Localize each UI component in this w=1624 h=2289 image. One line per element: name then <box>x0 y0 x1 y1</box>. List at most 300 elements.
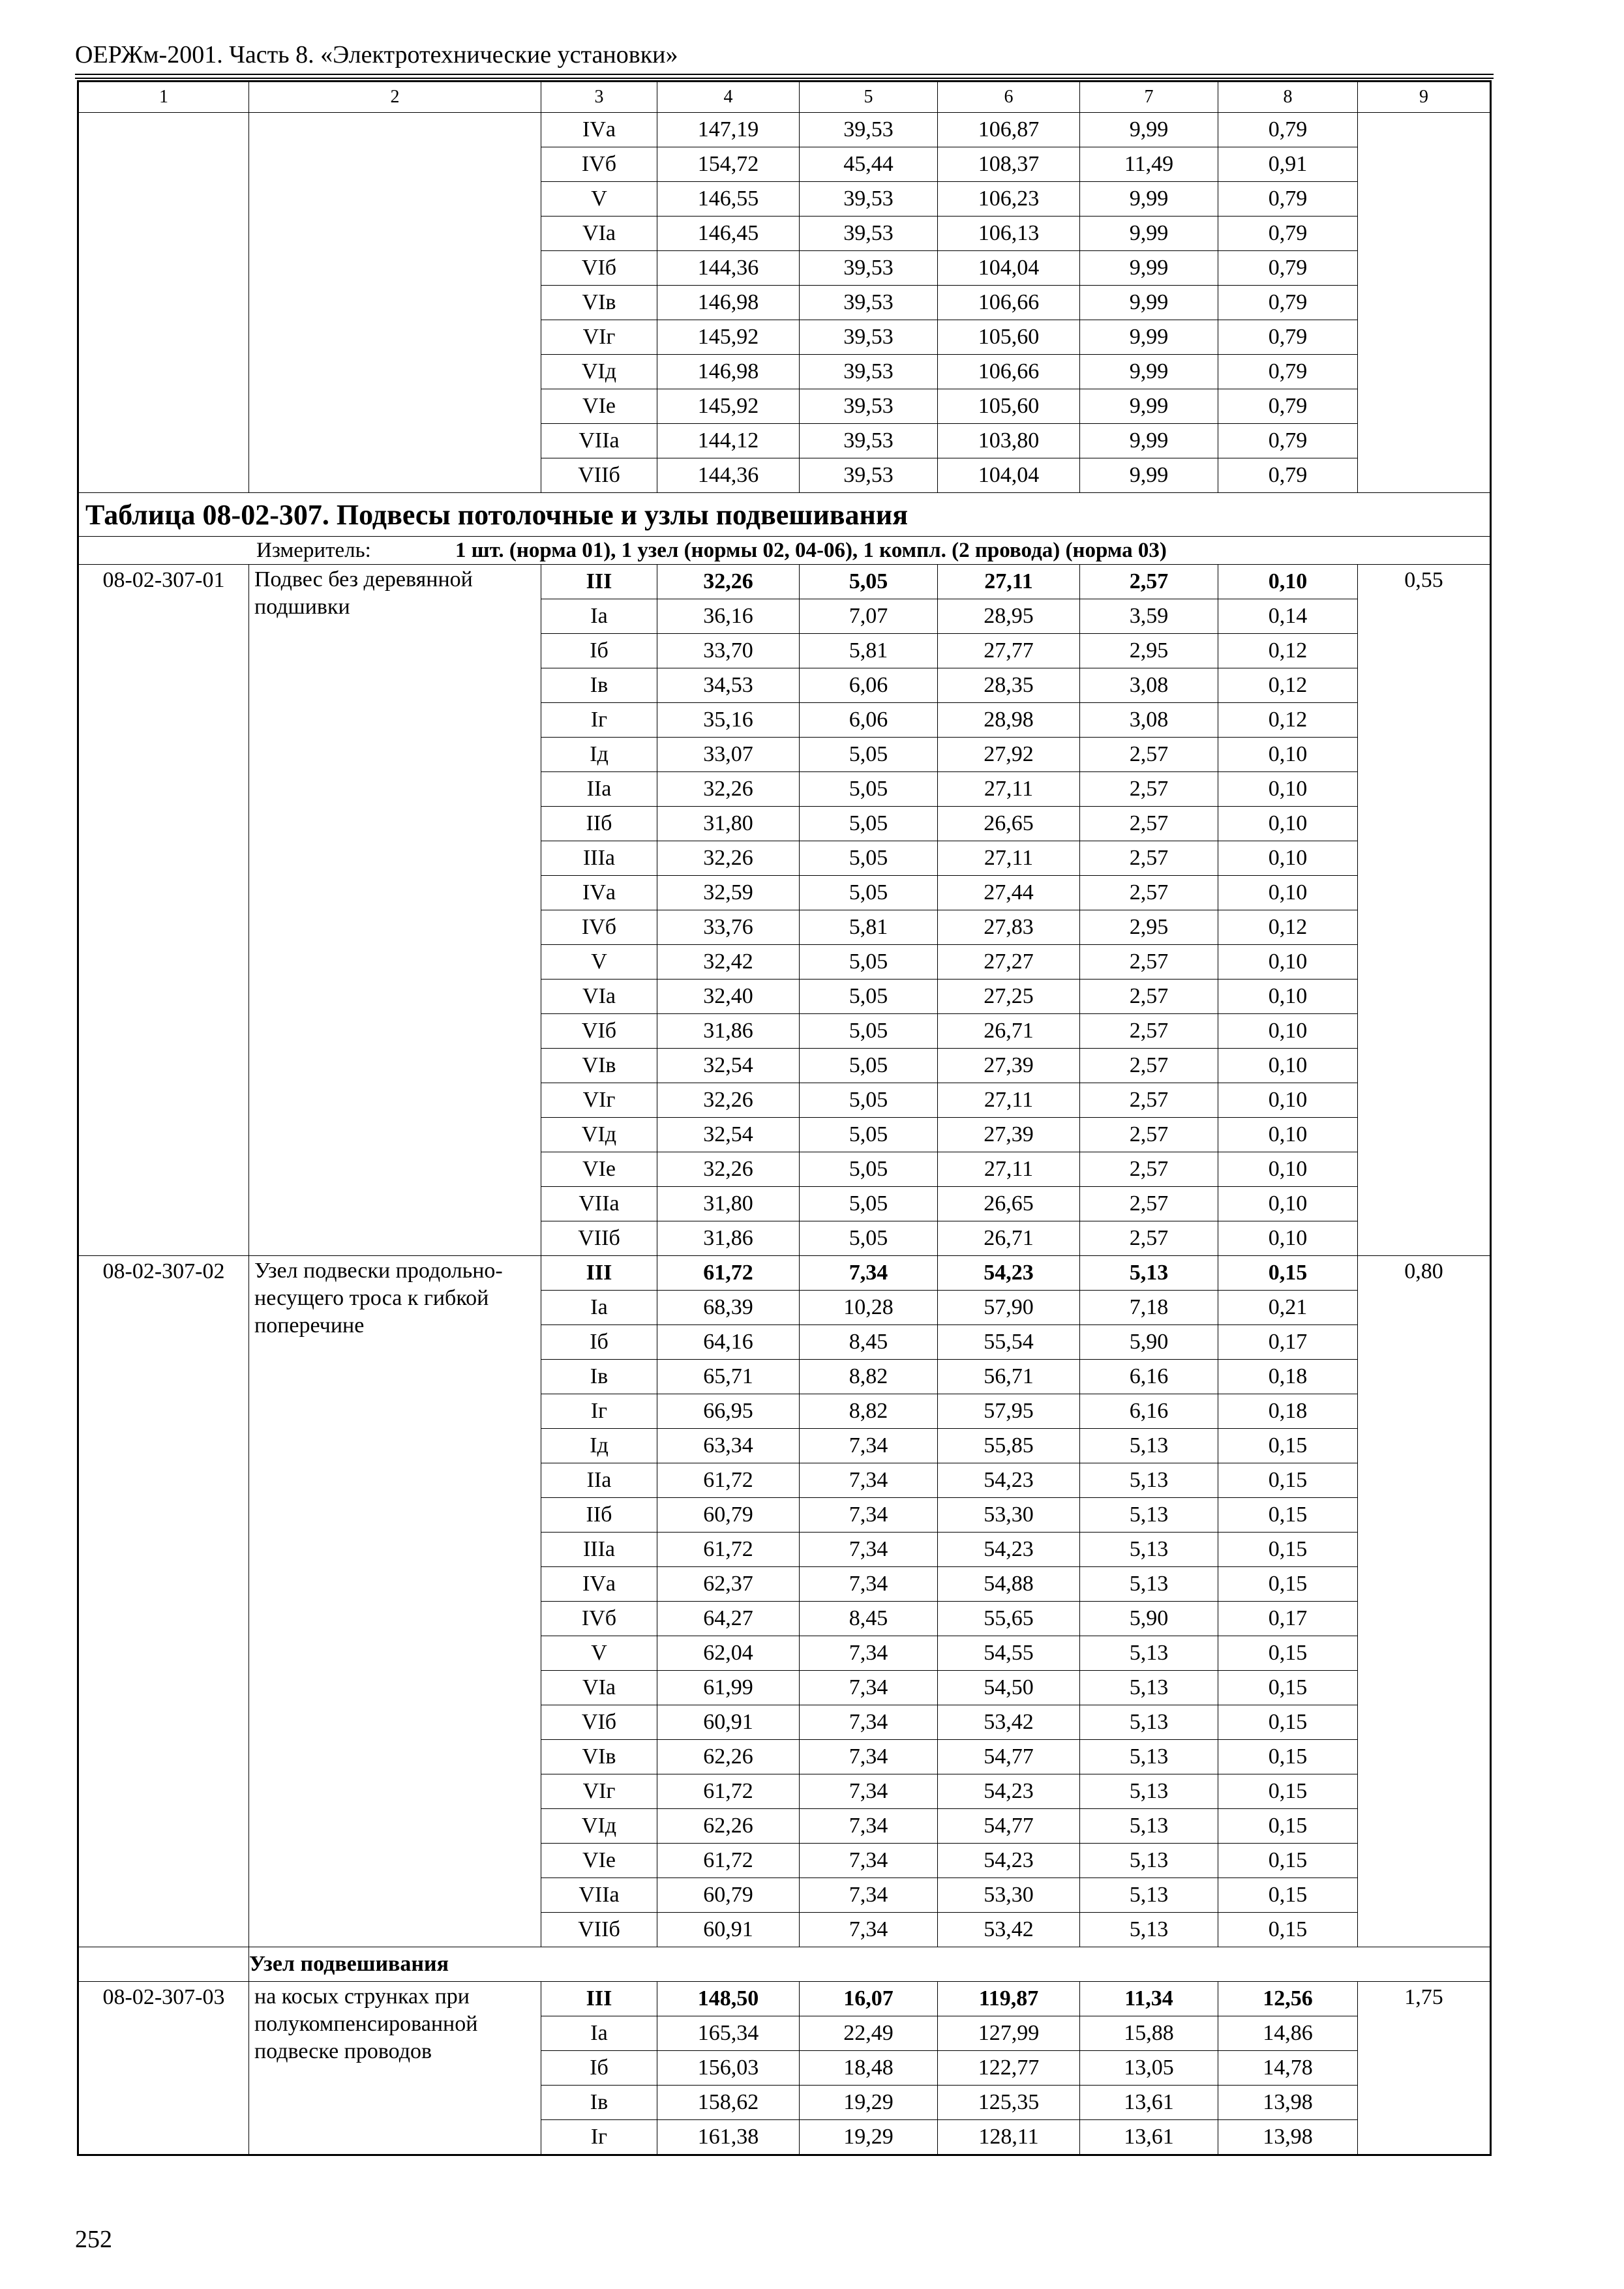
data-cell: Iв <box>541 1360 657 1394</box>
data-cell: 146,45 <box>657 217 800 251</box>
data-cell: 6,16 <box>1080 1360 1218 1394</box>
data-cell: 5,13 <box>1080 1844 1218 1878</box>
data-cell: 27,83 <box>938 910 1080 945</box>
data-cell: 61,99 <box>657 1671 800 1705</box>
data-cell: 5,13 <box>1080 1567 1218 1602</box>
data-cell: 53,42 <box>938 1705 1080 1740</box>
data-cell: IIа <box>541 772 657 807</box>
data-cell: 158,62 <box>657 2086 800 2120</box>
data-cell: 5,05 <box>800 980 938 1014</box>
data-cell: 146,55 <box>657 182 800 217</box>
data-cell: 105,60 <box>938 320 1080 355</box>
data-cell: 0,10 <box>1218 1118 1358 1152</box>
data-cell: 5,13 <box>1080 1809 1218 1844</box>
data-cell: Iб <box>541 634 657 668</box>
data-cell: 63,34 <box>657 1429 800 1463</box>
subheading-blank <box>78 1947 249 1982</box>
meter-row <box>78 537 1491 565</box>
data-cell: 144,12 <box>657 424 800 458</box>
norm-coef: 1,75 <box>1358 1982 1491 2155</box>
table-title: Таблица 08-02-307. Подвесы потолочные и узлы подвешивания <box>78 493 1491 537</box>
data-cell: 2,57 <box>1080 1118 1218 1152</box>
column-number: 1 <box>78 82 249 113</box>
data-cell: VIIб <box>541 458 657 493</box>
data-cell: 53,30 <box>938 1498 1080 1533</box>
data-cell: 5,90 <box>1080 1325 1218 1360</box>
data-cell: 106,13 <box>938 217 1080 251</box>
data-cell: 0,10 <box>1218 1014 1358 1049</box>
data-cell: 16,07 <box>800 1982 938 2016</box>
data-cell: 5,13 <box>1080 1705 1218 1740</box>
data-cell: 165,34 <box>657 2016 800 2051</box>
data-cell: 54,23 <box>938 1463 1080 1498</box>
data-cell: 0,21 <box>1218 1291 1358 1325</box>
data-cell: 106,66 <box>938 355 1080 389</box>
norm-name: Узел подвески продольно-несущего троса к гибкой поперечине <box>249 1256 541 1947</box>
data-cell: 27,39 <box>938 1118 1080 1152</box>
data-cell: 0,15 <box>1218 1809 1358 1844</box>
data-cell: 0,79 <box>1218 424 1358 458</box>
data-cell: VIа <box>541 217 657 251</box>
data-cell: 13,61 <box>1080 2120 1218 2155</box>
data-cell: 13,98 <box>1218 2120 1358 2155</box>
data-cell: 32,42 <box>657 945 800 980</box>
data-cell: 19,29 <box>800 2120 938 2155</box>
data-cell: 0,15 <box>1218 1498 1358 1533</box>
data-cell: 5,81 <box>800 910 938 945</box>
data-cell: 39,53 <box>800 251 938 286</box>
data-cell: 0,10 <box>1218 807 1358 841</box>
data-cell: 106,66 <box>938 286 1080 320</box>
data-cell: 5,05 <box>800 1187 938 1221</box>
data-cell: IIIа <box>541 841 657 876</box>
data-cell: 0,15 <box>1218 1533 1358 1567</box>
data-cell: 0,15 <box>1218 1913 1358 1947</box>
data-cell: 2,57 <box>1080 1014 1218 1049</box>
data-cell: 9,99 <box>1080 113 1218 147</box>
data-cell: 5,13 <box>1080 1498 1218 1533</box>
data-cell: Iг <box>541 703 657 738</box>
data-cell: 32,54 <box>657 1118 800 1152</box>
data-cell: 5,05 <box>800 945 938 980</box>
data-cell: 7,34 <box>800 1636 938 1671</box>
data-cell: 144,36 <box>657 251 800 286</box>
meter-value: 1 шт. (норма 01), 1 узел (нормы 02, 04-06), 1 компл. (2 провода) (норма 03) <box>455 538 1167 562</box>
data-cell: 54,50 <box>938 1671 1080 1705</box>
data-cell: 5,05 <box>800 1049 938 1083</box>
data-cell: 62,26 <box>657 1809 800 1844</box>
data-cell: 45,44 <box>800 147 938 182</box>
data-cell: 5,13 <box>1080 1533 1218 1567</box>
data-cell: 0,15 <box>1218 1740 1358 1774</box>
norm-code: 08-02-307-01 <box>78 565 249 1256</box>
data-cell: 62,26 <box>657 1740 800 1774</box>
data-cell: 64,27 <box>657 1602 800 1636</box>
data-cell: 0,79 <box>1218 458 1358 493</box>
data-cell: 2,95 <box>1080 634 1218 668</box>
data-cell: 154,72 <box>657 147 800 182</box>
data-cell: 0,15 <box>1218 1705 1358 1740</box>
data-cell: 5,13 <box>1080 1774 1218 1809</box>
data-cell: 0,79 <box>1218 286 1358 320</box>
data-cell: 60,91 <box>657 1913 800 1947</box>
data-cell: 6,16 <box>1080 1394 1218 1429</box>
data-cell: 27,92 <box>938 738 1080 772</box>
data-cell: 11,34 <box>1080 1982 1218 2016</box>
data-cell: 106,87 <box>938 113 1080 147</box>
data-cell: 2,57 <box>1080 945 1218 980</box>
data-cell: III <box>541 1256 657 1291</box>
data-cell: 61,72 <box>657 1256 800 1291</box>
data-cell: 0,15 <box>1218 1429 1358 1463</box>
data-cell: IVа <box>541 876 657 910</box>
data-cell: 0,79 <box>1218 182 1358 217</box>
data-cell: 5,05 <box>800 1221 938 1256</box>
data-cell: 146,98 <box>657 355 800 389</box>
data-cell: 0,10 <box>1218 1083 1358 1118</box>
data-cell: VIIа <box>541 1187 657 1221</box>
data-cell: VIIб <box>541 1221 657 1256</box>
data-cell: 7,34 <box>800 1774 938 1809</box>
data-cell: 2,57 <box>1080 772 1218 807</box>
data-cell: 2,57 <box>1080 980 1218 1014</box>
data-cell: 18,48 <box>800 2051 938 2086</box>
data-cell: 5,05 <box>800 772 938 807</box>
data-cell: 60,91 <box>657 1705 800 1740</box>
data-cell: 53,42 <box>938 1913 1080 1947</box>
data-cell: 105,60 <box>938 389 1080 424</box>
header-rule <box>75 74 1494 75</box>
data-cell: 54,23 <box>938 1533 1080 1567</box>
data-cell: 56,71 <box>938 1360 1080 1394</box>
data-cell: 0,10 <box>1218 980 1358 1014</box>
data-cell: 119,87 <box>938 1982 1080 2016</box>
data-cell: 0,17 <box>1218 1325 1358 1360</box>
data-cell: 2,57 <box>1080 1221 1218 1256</box>
data-cell: VIе <box>541 389 657 424</box>
data-cell: 0,18 <box>1218 1394 1358 1429</box>
column-number: 8 <box>1218 82 1358 113</box>
norm-name: на косых струнках при полукомпенсированной подвеске проводов <box>249 1982 541 2155</box>
data-cell: 32,54 <box>657 1049 800 1083</box>
data-cell: 0,10 <box>1218 738 1358 772</box>
data-cell: 28,95 <box>938 599 1080 634</box>
data-cell: 0,10 <box>1218 876 1358 910</box>
code-cell <box>78 113 249 493</box>
data-cell: 0,79 <box>1218 320 1358 355</box>
data-cell: IVа <box>541 1567 657 1602</box>
data-cell: 68,39 <box>657 1291 800 1325</box>
header-rule-double <box>75 78 1494 79</box>
data-cell: VIIа <box>541 1878 657 1913</box>
data-cell: 54,23 <box>938 1256 1080 1291</box>
data-cell: 0,10 <box>1218 1221 1358 1256</box>
data-cell: 27,77 <box>938 634 1080 668</box>
data-cell: III <box>541 1982 657 2016</box>
data-cell: 7,34 <box>800 1913 938 1947</box>
data-cell: 54,88 <box>938 1567 1080 1602</box>
data-cell: 32,40 <box>657 980 800 1014</box>
data-cell: 26,71 <box>938 1014 1080 1049</box>
data-cell: 65,71 <box>657 1360 800 1394</box>
data-cell: 26,65 <box>938 1187 1080 1221</box>
data-cell: 146,98 <box>657 286 800 320</box>
data-cell: 62,04 <box>657 1636 800 1671</box>
data-cell: 8,45 <box>800 1602 938 1636</box>
data-cell: 60,79 <box>657 1498 800 1533</box>
data-cell: IIа <box>541 1463 657 1498</box>
data-cell: 39,53 <box>800 355 938 389</box>
data-cell: 22,49 <box>800 2016 938 2051</box>
data-cell: 0,10 <box>1218 1187 1358 1221</box>
data-cell: 0,15 <box>1218 1636 1358 1671</box>
data-cell: 8,45 <box>800 1325 938 1360</box>
data-cell: 5,05 <box>800 1014 938 1049</box>
subheading: Узел подвешивания <box>249 1947 1491 1982</box>
data-cell: V <box>541 182 657 217</box>
data-cell: 0,15 <box>1218 1774 1358 1809</box>
data-cell: 5,05 <box>800 738 938 772</box>
data-cell: V <box>541 945 657 980</box>
data-cell: 2,57 <box>1080 565 1218 599</box>
data-cell: 33,70 <box>657 634 800 668</box>
data-cell: 55,65 <box>938 1602 1080 1636</box>
data-cell: 26,65 <box>938 807 1080 841</box>
data-cell: 5,81 <box>800 634 938 668</box>
data-cell: 61,72 <box>657 1844 800 1878</box>
data-cell: 156,03 <box>657 2051 800 2086</box>
data-cell: 125,35 <box>938 2086 1080 2120</box>
data-cell: 27,44 <box>938 876 1080 910</box>
data-cell: 27,27 <box>938 945 1080 980</box>
data-cell: 0,10 <box>1218 1152 1358 1187</box>
data-cell: VIа <box>541 1671 657 1705</box>
data-cell: Iв <box>541 2086 657 2120</box>
data-cell: 61,72 <box>657 1463 800 1498</box>
data-cell: 108,37 <box>938 147 1080 182</box>
data-cell: 35,16 <box>657 703 800 738</box>
data-cell: 31,80 <box>657 807 800 841</box>
data-cell: 0,15 <box>1218 1463 1358 1498</box>
data-cell: IIб <box>541 807 657 841</box>
data-cell: 7,34 <box>800 1256 938 1291</box>
data-cell: 7,34 <box>800 1844 938 1878</box>
data-cell: 32,26 <box>657 772 800 807</box>
data-cell: 32,26 <box>657 1152 800 1187</box>
column-number: 5 <box>800 82 938 113</box>
data-cell: 0,10 <box>1218 841 1358 876</box>
data-cell: 61,72 <box>657 1774 800 1809</box>
norm-coef: 0,55 <box>1358 565 1491 1256</box>
data-cell: 57,90 <box>938 1291 1080 1325</box>
data-cell: 32,59 <box>657 876 800 910</box>
data-cell: 147,19 <box>657 113 800 147</box>
data-cell: 36,16 <box>657 599 800 634</box>
data-cell: 127,99 <box>938 2016 1080 2051</box>
data-cell: 2,57 <box>1080 1049 1218 1083</box>
norm-code: 08-02-307-02 <box>78 1256 249 1947</box>
data-cell: 0,12 <box>1218 703 1358 738</box>
data-cell: 15,88 <box>1080 2016 1218 2051</box>
column-number: 3 <box>541 82 657 113</box>
data-cell: Iв <box>541 668 657 703</box>
data-cell: 106,23 <box>938 182 1080 217</box>
data-cell: 39,53 <box>800 113 938 147</box>
data-cell: 2,95 <box>1080 910 1218 945</box>
data-cell: IIб <box>541 1498 657 1533</box>
data-cell: 5,13 <box>1080 1671 1218 1705</box>
data-cell: Iд <box>541 1429 657 1463</box>
data-cell: 148,50 <box>657 1982 800 2016</box>
data-cell: 39,53 <box>800 458 938 493</box>
data-cell: 32,26 <box>657 1083 800 1118</box>
data-cell: 0,15 <box>1218 1256 1358 1291</box>
data-cell: 10,28 <box>800 1291 938 1325</box>
data-cell: 13,98 <box>1218 2086 1358 2120</box>
data-cell: 2,57 <box>1080 1152 1218 1187</box>
data-cell: 39,53 <box>800 389 938 424</box>
data-cell: Iа <box>541 599 657 634</box>
data-cell: 31,80 <box>657 1187 800 1221</box>
data-cell: 39,53 <box>800 182 938 217</box>
norm-coef: 0,80 <box>1358 1256 1491 1947</box>
data-cell: 0,10 <box>1218 772 1358 807</box>
data-cell: 0,10 <box>1218 945 1358 980</box>
data-cell: 3,08 <box>1080 668 1218 703</box>
data-cell: VIд <box>541 1809 657 1844</box>
meter-cell <box>78 537 1491 565</box>
data-cell: VIа <box>541 980 657 1014</box>
data-cell: 54,55 <box>938 1636 1080 1671</box>
data-cell: 32,26 <box>657 565 800 599</box>
meter-label: Измеритель: <box>256 538 371 562</box>
data-cell: 9,99 <box>1080 355 1218 389</box>
data-cell: IVа <box>541 113 657 147</box>
data-cell: 5,05 <box>800 876 938 910</box>
data-cell: 5,05 <box>800 1083 938 1118</box>
data-cell: 55,85 <box>938 1429 1080 1463</box>
data-cell: 9,99 <box>1080 286 1218 320</box>
data-cell: 103,80 <box>938 424 1080 458</box>
data-cell: 7,34 <box>800 1498 938 1533</box>
data-cell: VIб <box>541 1014 657 1049</box>
data-cell: VIг <box>541 320 657 355</box>
data-cell: 5,90 <box>1080 1602 1218 1636</box>
data-cell: VIд <box>541 1118 657 1152</box>
data-cell: 0,10 <box>1218 565 1358 599</box>
data-cell: 27,11 <box>938 1083 1080 1118</box>
data-cell: 28,98 <box>938 703 1080 738</box>
data-cell: 61,72 <box>657 1533 800 1567</box>
data-cell: 161,38 <box>657 2120 800 2155</box>
data-cell: 39,53 <box>800 424 938 458</box>
data-cell: 12,56 <box>1218 1982 1358 2016</box>
table-row <box>78 113 1491 147</box>
data-cell: 128,11 <box>938 2120 1080 2155</box>
data-cell: 31,86 <box>657 1221 800 1256</box>
data-cell: 7,18 <box>1080 1291 1218 1325</box>
data-cell: 34,53 <box>657 668 800 703</box>
data-cell: 60,79 <box>657 1878 800 1913</box>
data-cell: 66,95 <box>657 1394 800 1429</box>
subheading-row <box>78 1947 1491 1982</box>
data-cell: 33,07 <box>657 738 800 772</box>
data-cell: 5,13 <box>1080 1878 1218 1913</box>
data-cell: 27,25 <box>938 980 1080 1014</box>
data-cell: 28,35 <box>938 668 1080 703</box>
data-cell: 3,59 <box>1080 599 1218 634</box>
table-row <box>78 1256 1491 1291</box>
data-cell: 2,57 <box>1080 841 1218 876</box>
data-cell: 7,34 <box>800 1705 938 1740</box>
data-cell: 3,08 <box>1080 703 1218 738</box>
data-cell: 13,05 <box>1080 2051 1218 2086</box>
data-cell: 2,57 <box>1080 807 1218 841</box>
data-cell: VIг <box>541 1083 657 1118</box>
data-cell: 2,57 <box>1080 738 1218 772</box>
data-cell: 5,13 <box>1080 1913 1218 1947</box>
table-row <box>78 565 1491 599</box>
data-cell: 9,99 <box>1080 217 1218 251</box>
data-cell: 9,99 <box>1080 320 1218 355</box>
data-cell: Iг <box>541 2120 657 2155</box>
data-cell: 8,82 <box>800 1360 938 1394</box>
data-cell: III <box>541 565 657 599</box>
data-cell: 7,34 <box>800 1671 938 1705</box>
table-title-row <box>78 493 1491 537</box>
data-cell: 2,57 <box>1080 876 1218 910</box>
data-cell: 54,77 <box>938 1809 1080 1844</box>
coef-cell <box>1358 113 1491 493</box>
data-cell: 5,05 <box>800 1118 938 1152</box>
data-cell: 5,05 <box>800 841 938 876</box>
data-cell: 5,13 <box>1080 1463 1218 1498</box>
data-cell: 53,30 <box>938 1878 1080 1913</box>
table-row <box>78 1982 1491 2016</box>
column-number: 6 <box>938 82 1080 113</box>
data-cell: 5,05 <box>800 1152 938 1187</box>
data-cell: 54,23 <box>938 1774 1080 1809</box>
data-cell: VIIа <box>541 424 657 458</box>
norm-name: Подвес без деревянной подшивки <box>249 565 541 1256</box>
data-cell: Iг <box>541 1394 657 1429</box>
data-cell: 5,13 <box>1080 1740 1218 1774</box>
page-number: 252 <box>75 2226 112 2253</box>
data-cell: 9,99 <box>1080 458 1218 493</box>
data-cell: 11,49 <box>1080 147 1218 182</box>
data-cell: VIв <box>541 286 657 320</box>
data-cell: 0,12 <box>1218 634 1358 668</box>
data-cell: 0,15 <box>1218 1878 1358 1913</box>
data-cell: 0,79 <box>1218 113 1358 147</box>
data-cell: 2,57 <box>1080 1083 1218 1118</box>
data-cell: 5,05 <box>800 565 938 599</box>
name-cell <box>249 113 541 493</box>
data-cell: 2,57 <box>1080 1187 1218 1221</box>
data-cell: Iа <box>541 2016 657 2051</box>
data-cell: 8,82 <box>800 1394 938 1429</box>
data-cell: 54,77 <box>938 1740 1080 1774</box>
data-cell: 6,06 <box>800 668 938 703</box>
data-cell: VIг <box>541 1774 657 1809</box>
data-cell: 5,13 <box>1080 1256 1218 1291</box>
data-cell: 27,11 <box>938 841 1080 876</box>
data-cell: 19,29 <box>800 2086 938 2120</box>
data-cell: Iб <box>541 2051 657 2086</box>
data-cell: Iб <box>541 1325 657 1360</box>
data-cell: 145,92 <box>657 389 800 424</box>
data-cell: 26,71 <box>938 1221 1080 1256</box>
